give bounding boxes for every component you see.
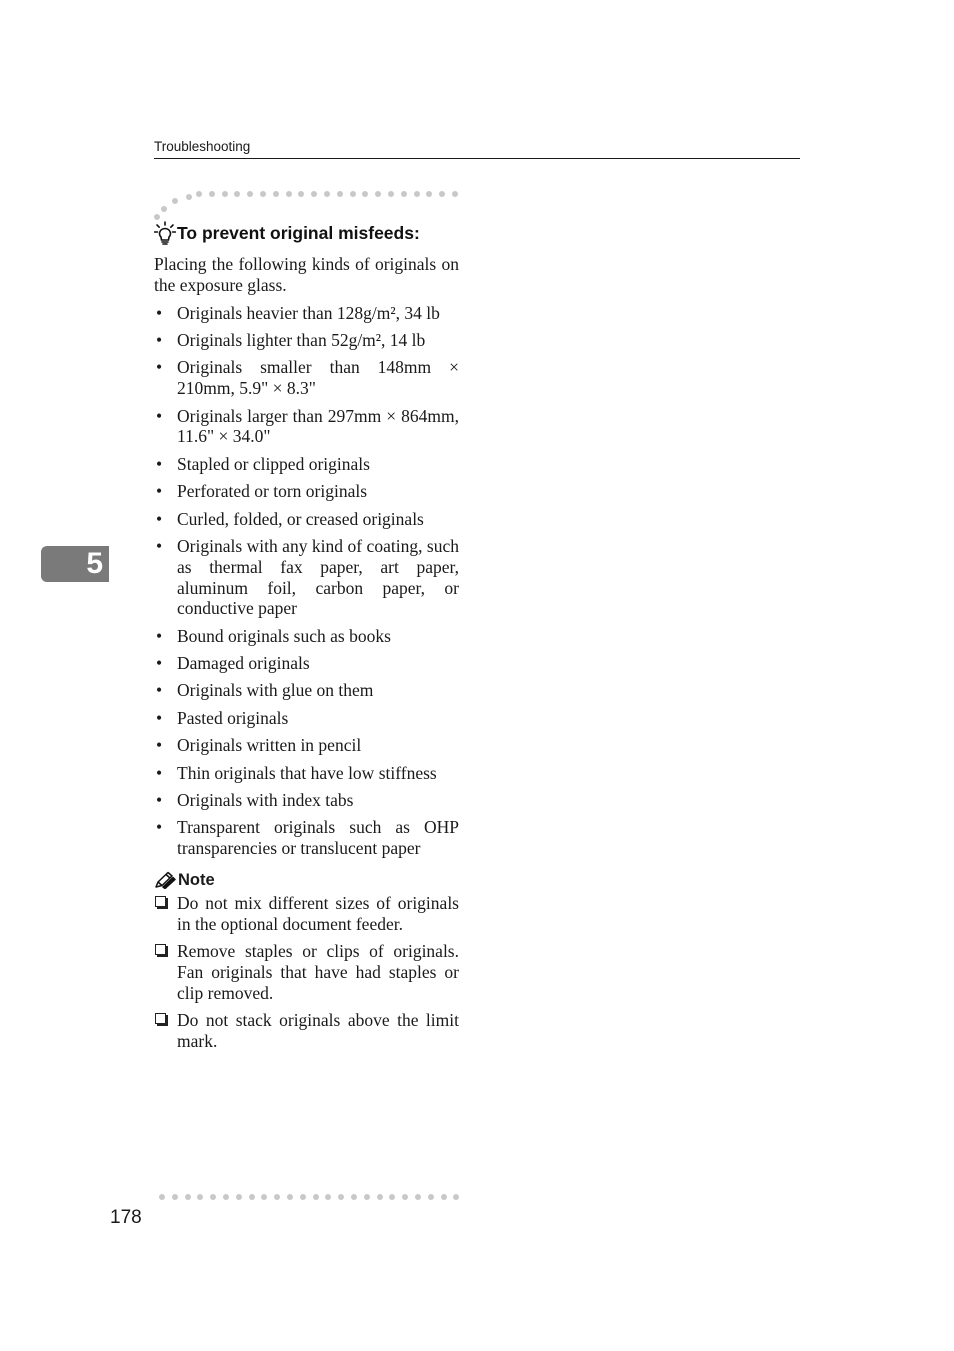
list-item: • Originals with glue on them bbox=[154, 680, 459, 701]
list-item: • Originals with index tabs bbox=[154, 790, 459, 811]
border-dot bbox=[260, 191, 266, 197]
border-dot bbox=[428, 1194, 434, 1200]
border-dot bbox=[223, 1194, 229, 1200]
border-dot bbox=[364, 1194, 370, 1200]
list-item: • Originals heavier than 128g/m², 34 lb bbox=[154, 303, 459, 324]
border-dot bbox=[159, 1194, 165, 1200]
list-item: • Stapled or clipped originals bbox=[154, 454, 459, 475]
note-item bbox=[154, 1010, 459, 1052]
tip-bottom-dotted-border bbox=[159, 1194, 466, 1200]
border-dot bbox=[311, 191, 317, 197]
border-dot bbox=[234, 191, 240, 197]
checkbox-bullet-icon bbox=[155, 896, 166, 907]
border-dot bbox=[209, 191, 215, 197]
border-dot bbox=[196, 191, 202, 197]
border-dot bbox=[375, 191, 381, 197]
border-dot bbox=[453, 1194, 459, 1200]
pencil-icon bbox=[154, 871, 176, 889]
border-dot bbox=[351, 1194, 357, 1200]
border-dot bbox=[452, 191, 458, 197]
note-heading bbox=[154, 869, 459, 891]
note-item bbox=[154, 941, 459, 1003]
border-dot bbox=[247, 191, 253, 197]
border-dot bbox=[402, 1194, 408, 1200]
list-item: • Curled, folded, or creased originals bbox=[154, 509, 459, 530]
border-dot bbox=[172, 1194, 178, 1200]
border-dot bbox=[415, 1194, 421, 1200]
border-dot bbox=[439, 191, 445, 197]
note-heading-text: Note bbox=[178, 870, 215, 889]
chapter-tab bbox=[41, 546, 109, 582]
chapter-number: 5 bbox=[86, 547, 103, 580]
list-item: • Transparent originals such as OHP transparencies or translucent paper bbox=[154, 817, 459, 859]
tip-top-dotted-border bbox=[196, 191, 465, 197]
list-item: • Originals smaller than 148mm × 210mm, 5.9" × 8.3" bbox=[154, 357, 459, 399]
list-item: • Perforated or torn originals bbox=[154, 481, 459, 502]
tip-intro: Placing the following kinds of originals on the exposure glass. bbox=[154, 254, 459, 295]
border-dot bbox=[286, 191, 292, 197]
list-item: • Originals with any kind of coating, such as thermal fax paper, art paper, aluminum foil, carbon paper, or conductive paper bbox=[154, 536, 459, 619]
list-item: • Originals larger than 297mm × 864mm, 11.6" × 34.0" bbox=[154, 406, 459, 448]
border-dot bbox=[325, 1194, 331, 1200]
checkbox-bullet-icon bbox=[155, 944, 166, 955]
checkbox-bullet-icon bbox=[155, 1013, 166, 1024]
header-rule bbox=[154, 158, 800, 159]
border-dot bbox=[273, 191, 279, 197]
border-dot bbox=[249, 1194, 255, 1200]
list-item: • Damaged originals bbox=[154, 653, 459, 674]
list-item: • Originals lighter than 52g/m², 14 lb bbox=[154, 330, 459, 351]
border-dot bbox=[338, 1194, 344, 1200]
border-dot bbox=[324, 191, 330, 197]
border-dot bbox=[401, 191, 407, 197]
border-dot bbox=[389, 1194, 395, 1200]
border-dot bbox=[362, 191, 368, 197]
border-dot bbox=[441, 1194, 447, 1200]
note-item bbox=[154, 893, 459, 935]
border-dot bbox=[287, 1194, 293, 1200]
page-number: 178 bbox=[110, 1207, 142, 1228]
lightbulb-icon bbox=[154, 221, 176, 245]
tip-box bbox=[154, 220, 459, 1058]
list-item: • Originals written in pencil bbox=[154, 735, 459, 756]
border-dot bbox=[274, 1194, 280, 1200]
border-dot bbox=[313, 1194, 319, 1200]
border-dot bbox=[197, 1194, 203, 1200]
list-item: • Bound originals such as books bbox=[154, 626, 459, 647]
note-item-text: Remove staples or clips of originals. Fan originals that have had staples or clip removed. bbox=[177, 941, 459, 1003]
note-item-text: Do not stack originals above the limit mark. bbox=[177, 1010, 459, 1051]
list-item: • Thin originals that have low stiffness bbox=[154, 763, 459, 784]
border-dot bbox=[261, 1194, 267, 1200]
border-dot bbox=[222, 191, 228, 197]
list-item: • Pasted originals bbox=[154, 708, 459, 729]
tip-heading bbox=[154, 220, 459, 246]
note-list bbox=[154, 893, 459, 1052]
running-header: Troubleshooting bbox=[154, 139, 251, 154]
misfeed-originals-list bbox=[154, 303, 459, 859]
tip-heading-text: To prevent original misfeeds: bbox=[177, 222, 420, 243]
border-dot bbox=[388, 191, 394, 197]
border-dot bbox=[337, 191, 343, 197]
border-dot bbox=[185, 1194, 191, 1200]
border-dot bbox=[350, 191, 356, 197]
border-dot bbox=[426, 191, 432, 197]
note-item-text: Do not mix different sizes of originals in the optional document feeder. bbox=[177, 893, 459, 934]
border-dot bbox=[300, 1194, 306, 1200]
border-dot bbox=[414, 191, 420, 197]
border-dot bbox=[236, 1194, 242, 1200]
border-dot bbox=[377, 1194, 383, 1200]
border-dot bbox=[298, 191, 304, 197]
border-dot bbox=[210, 1194, 216, 1200]
